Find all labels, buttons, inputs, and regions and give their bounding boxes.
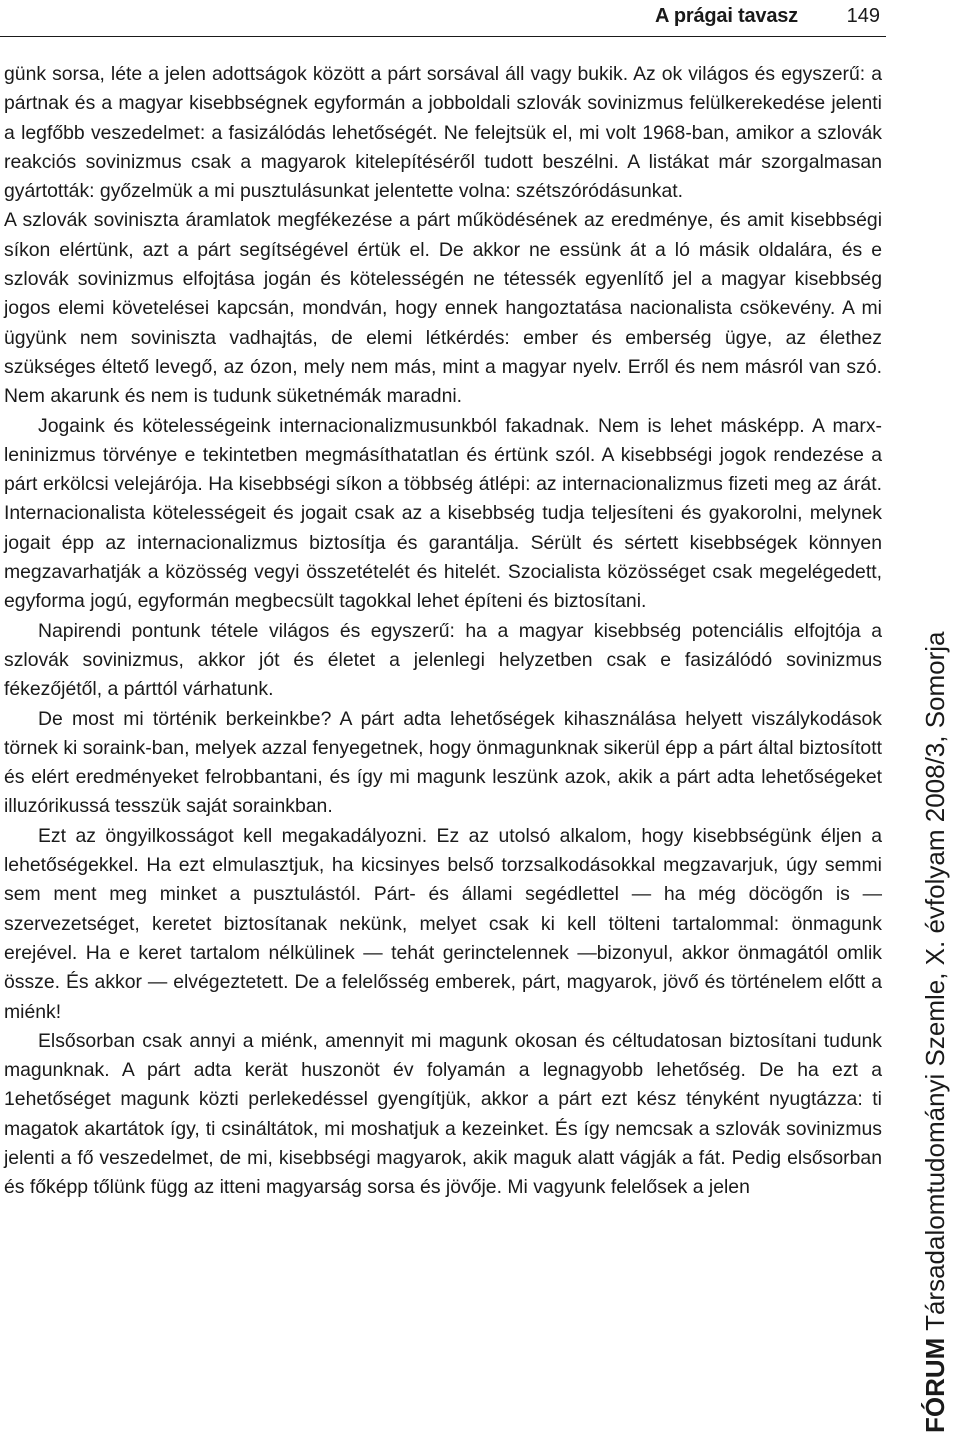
paragraph: Elsősorban csak annyi a miénk, amennyit mi magunk okosan és céltudatosan biztosítani tudunk magunknak. A párt adta kerät huszonöt év folyamán a legnagyobb lehetőség. De ha ezt a 1ehetőséget magunk közti perlekedéssel gyengítjük, akkor a párt ezt kész tényként nyugtázza: ti magatok akartátok így, ti csináltátok, mi moshatjuk a kezeinket. És így nemcsak a szlovák sovinizmus jelenti a fő veszedelmet, de mi, kisebbségi magyarok, akik maguk alatt vágják a fát. Pedig elsősorban és főképp tőlünk függ az itteni magyarság sorsa és jövője. Mi vagyunk felelősek a jelen <box>4 1029 882 1199</box>
page-number: 149 <box>846 5 880 27</box>
header-rule <box>0 36 886 37</box>
journal-side-label <box>920 1 950 1433</box>
paragraph: Jogaink és kötelességeink internacionalizmusunkból fakadnak. Nem is lehet másképp. A marx-leninizmus törvénye e tekintetben megmásíthatatlan és értünk szól. A kisebbségi jogok rendezése a párt erkölcsi velejárója. Ha kisebbségi síkon a többség átlépi: az internacionalizmus fizeti meg az árát. Internacionalista kötelességeit és jogait csak az a kisebbség tudja teljesíteni és gyakorolni, melynek jogait épp az internacionalizmus biztosítja és garantálja. Sérült és sértett kisebbségek könnyen megzavarhatják a közösség vegyi összetételét és hitelét. Szocialista közösséget csak megelégedett, egyforma jogú, egyformán megbecsült tagokkal lehet építeni és biztosítani. <box>4 414 882 613</box>
paragraph: A szlovák soviniszta áramlatok megfékezése a párt működésének az eredménye, és amit kisebbségi síkon elértünk, azt a párt segítségével értük el. De akkor ne essünk át a ló másik oldalára, és e szlovák sovinizmus elfojtása jogán és kötelességén ne tétessék egyenlítő jel a magyar kisebbség jogos elemi követelései kapcsán, mondván, hogy ennek hangoztatása nacionalista csökevény. A mi ügyünk nem soviniszta vadhajtás, de elemi létkérdés: ember és emberség ügye, az élethez szükséges éltető levegő, az ózon, mely nem más, mint a magyar nyelv. Erről és nem másról van szó. Nem akarunk és nem is tudunk süketnémák maradni. <box>4 209 882 408</box>
paragraph: Napirendi pontunk tétele világos és egyszerű: ha a magyar kisebbség potenciális elfojtója a szlovák sovinizmus, akkor jót és életet a jelenlegi helyzetben csak e fasizálódó sovinizmus fékezőjétől, a párttól várhatunk. <box>4 619 882 701</box>
article-body <box>4 60 882 1203</box>
journal-info: Társadalomtudományi Szemle, X. évfolyam 2008/3, Somorja <box>920 631 950 1338</box>
paragraph: De most mi történik berkeinkbe? A párt adta lehetőségek kihasználása helyett viszálykodások törnek ki soraink-ban, melyek azzal fenyegetnek, hogy önmagunknak sikerül épp a párt által biztosított és elért eredményeket felrobbantani, és így mi magunk leszünk azok, akik a párt adta lehetőségeket illuzórikussá tesszük saját sorainkban. <box>4 707 882 818</box>
journal-brand: FÓRUM <box>920 1337 950 1433</box>
paragraph: günk sorsa, léte a jelen adottságok között a párt sorsával áll vagy bukik. Az ok világos és egyszerű: a pártnak és a magyar kisebbségnek egyformán a jobboldali szlovák sovinizmus felülkerekedése jelenti a legfőbb veszedelmet: a fasizálódás lehetőségét. Ne felejtsük el, mi volt 1968-ban, amikor a szlovák reakciós sovinizmus csak a magyarok kitelepítéséről tudott beszélni. A listákat már szorgalmasan gyártották: győzelmük a mi pusztulásunkat jelentette volna: szétszóródásunkat. <box>4 63 882 203</box>
paragraph: Ezt az öngyilkosságot kell megakadályozni. Ez az utolsó alkalom, hogy kisebbségünk éljen a lehetőségekkel. Ha ezt elmulasztjuk, ha kicsinyes belső torzsalkodásokkal megzavarjuk, úgy semmi sem ment meg minket a pusztulástól. Párt- és állami segédlettel — ha még döcögőn is — szervezetséget, keretet biztosítanak nekünk, melyet csak ki kell tölteni tartalommal: önmagunk erejével. Ha e keret tartalom nélkülinek — tehát gerinctelennek —bizonyul, akkor önmagától omlik össze. És akkor — elvégeztetett. De a felelősség emberek, párt, magyarok, jövő és történelem előtt a miénk! <box>4 824 882 1023</box>
page-header <box>0 0 886 36</box>
running-title: A prágai tavasz <box>655 5 798 27</box>
